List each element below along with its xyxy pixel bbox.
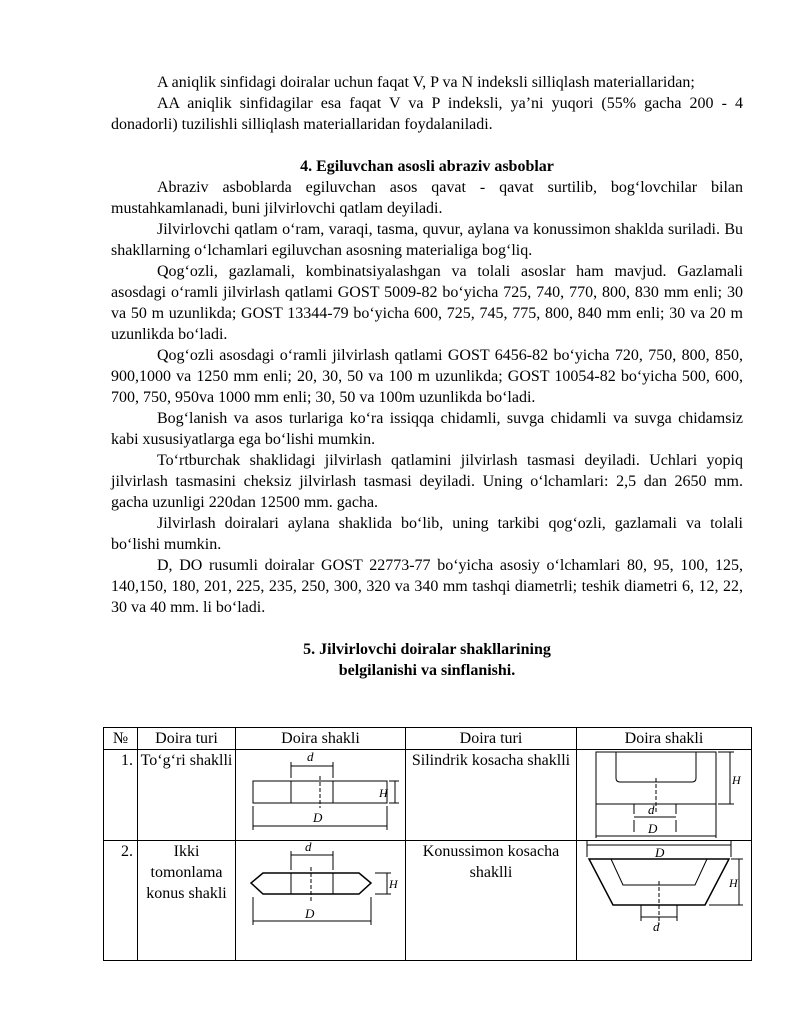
paragraph: D, DO rusumli doiralar GOST 22773-77 bo‘yicha asosiy o‘lchamlari 80, 95, 100, 125, 140,150, 180, 201, 225, 235, 250, 300, 320 va 340 mm tashqi diametrli; teshik diametri 6, 12, 22, 30 va 40 mm. li bo‘ladi. [111, 557, 743, 616]
paragraph: Jilvirlovchi qatlam o‘ram, varaqi, tasma, quvur, aylana va konussimon shaklda suriladi. Bu shakllarning o‘lchamlari egiluvchan asosning materialiga bog‘liq. [111, 221, 743, 259]
table-row [104, 750, 752, 841]
dim-label-H: H [378, 786, 388, 800]
paragraph: Bog‘lanish va asos turlariga ko‘ra issiqqa chidamli, suvga chidamli va suvga chidamsiz kabi xususiyatlarga ega bo‘lishi mumkin. [111, 410, 743, 448]
straight-wheel-drawing [236, 750, 406, 841]
paragraph: AA aniqlik sinfidagilar esa faqat V va P indeksli, ya’ni yuqori (55% gacha 200 - 4 donadorli) tuzilishli silliqlash materiallaridan foydalaniladi. [111, 95, 743, 133]
wheel-type-label: Ikki tomonlama konus shakli [138, 841, 236, 961]
dim-label-H: H [732, 773, 741, 787]
row-number: 1. [104, 750, 138, 841]
dim-label-H: H [388, 877, 398, 891]
section-heading: belgilanishi va sinflanishi. [338, 662, 516, 679]
paragraph: Jilvirlash doiralari aylana shaklida bo‘lib, uning tarkibi qog‘ozli, gazlamali va tolali bo‘lishi mumkin. [111, 515, 743, 553]
paragraph: Abraziv asboblarda egiluvchan asos qavat - qavat surtilib, bog‘lovchilar bilan mustahkamlanadi, buni jilvirlovchi qatlam deyiladi. [111, 179, 743, 217]
row-number: 2. [104, 841, 138, 961]
column-header: Doira turi [138, 728, 236, 750]
wheel-type-label: To‘g‘ri shaklli [138, 750, 236, 841]
document-body [111, 72, 743, 681]
section-heading: 5. Jilvirlovchi doiralar shakllarining [303, 641, 551, 658]
paragraph: Qog‘ozli, gazlamali, kombinatsiyalashgan va tolali asoslar ham mavjud. Gazlamali asosdagi o‘ramli jilvirlash qatlami GOST 5009-82 bo‘yicha 725, 740, 770, 800, 830 mm enli; 30 va 50 m uzunlikda; GOST 13344-79 bo‘yicha 600, 725, 745, 775, 800, 840 mm enli; 30 va 20 m uzunlikda bo‘ladi. [111, 263, 743, 343]
column-header: Doira shakli [236, 728, 406, 750]
dim-label-d: d [648, 802, 655, 817]
double-cone-wheel-diagram [241, 841, 401, 933]
dim-label-D: D [312, 810, 322, 825]
table-row [104, 841, 752, 961]
table-header-row [104, 728, 752, 750]
dim-label-d: d [304, 841, 311, 854]
conical-cup-drawing [577, 841, 752, 961]
column-header: Doira turi [406, 728, 577, 750]
dim-label-D: D [655, 845, 665, 860]
conical-cup-diagram [581, 841, 747, 935]
dim-label-D: D [648, 821, 658, 836]
section-heading: 4. Egiluvchan asosli abraziv asboblar [300, 158, 554, 175]
wheel-type-label: Silindrik kosacha shaklli [406, 750, 577, 841]
paragraph: A aniqlik sinfidagi doiralar uchun faqat V, P va N indeksli silliqlash materiallaridan; [157, 74, 695, 91]
wheel-type-label: Konussimon kosacha shaklli [406, 841, 577, 961]
column-header: № [104, 728, 138, 750]
column-header: Doira shakli [577, 728, 752, 750]
dim-label-d: d [306, 750, 313, 764]
dim-label-d: d [653, 919, 660, 934]
paragraph: To‘rtburchak shaklidagi jilvirlash qatlamini jilvirlash tasmasi deyiladi. Uchlari yopiq jilvirlash tasmasini cheksiz jilvirlash tasmasi deyiladi. Uning o‘lchamlari: 2,5 dan 2650 mm. gacha uzunligi 220dan 12500 mm. gacha. [111, 452, 743, 511]
double-cone-wheel-drawing [236, 841, 406, 961]
cylindrical-cup-diagram [584, 750, 744, 840]
dim-label-D: D [304, 906, 314, 921]
paragraph: Qog‘ozli asosdagi o‘ramli jilvirlash qatlami GOST 6456-82 bo‘yicha 720, 750, 800, 850, 900,1000 va 1250 mm enli; 20, 30, 50 va 100 m uzunlikda; GOST 10054-82 bo‘yicha 500, 600, 700, 750, 950va 1000 mm enli; 30, 50 va 100m uzunlikda bo‘ladi. [111, 347, 743, 406]
dim-label-H: H [729, 876, 738, 890]
straight-wheel-diagram [241, 750, 401, 840]
cylindrical-cup-drawing [577, 750, 752, 841]
wheel-shapes-table [103, 727, 751, 961]
